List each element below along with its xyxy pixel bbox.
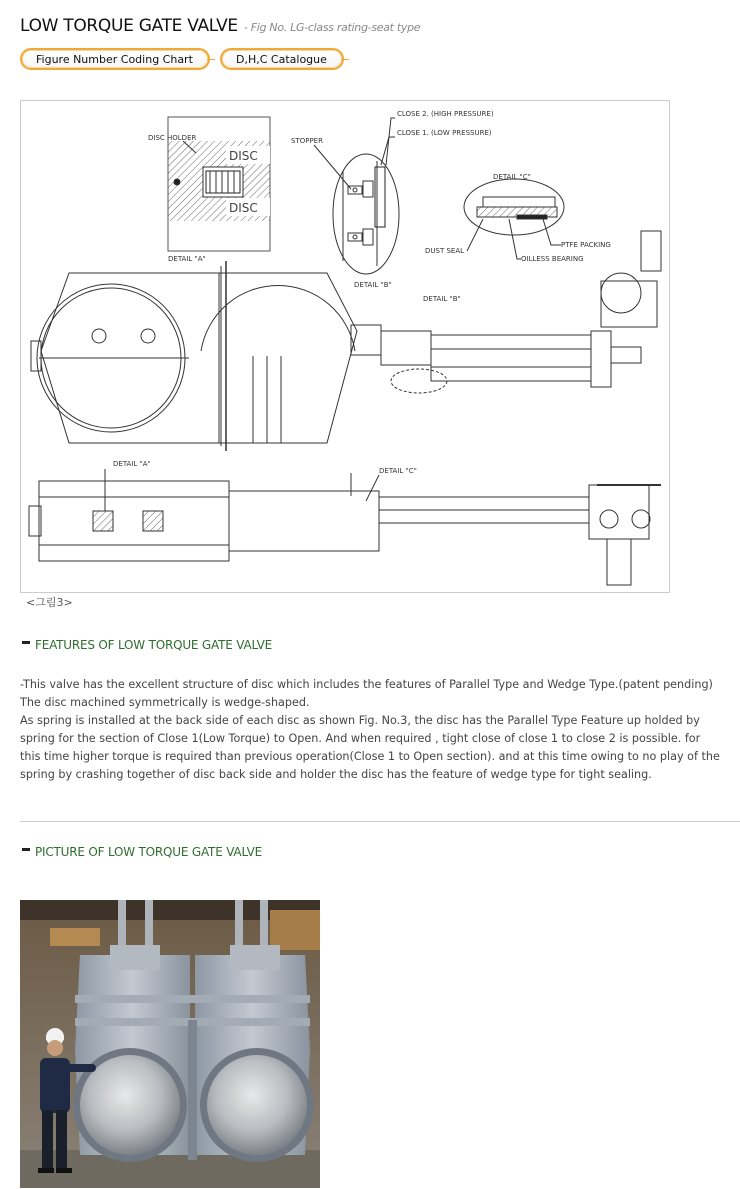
- top-detail-a-label: DETAIL "A": [113, 460, 151, 468]
- divider: [20, 821, 740, 822]
- disc-holder-label: DISC HOLDER: [148, 134, 197, 142]
- detail-b: [291, 110, 494, 289]
- features-line: spring for the section of Close 1(Low Torque) to Open. And when required , tight close of close 1 to close 2 is possible. for: [20, 732, 701, 745]
- valve-photo: [20, 900, 320, 1188]
- disc-label-top: DISC: [229, 149, 258, 163]
- heading-marker: [22, 641, 30, 644]
- features-line: this time higher torque is required than previous operation(Close 1 to Open section). and at this time owing to no play of the: [20, 750, 720, 763]
- disc-label-bottom: DISC: [229, 201, 258, 215]
- detail-c: [425, 173, 611, 263]
- valve-front-view: [31, 231, 661, 451]
- features-line: The disc machined symmetrically is wedge-shaped.: [20, 696, 310, 709]
- close2-label: CLOSE 2. (HIGH PRESSURE): [397, 110, 494, 118]
- close1-label: CLOSE 1. (LOW PRESSURE): [397, 129, 492, 137]
- dust-seal-label: DUST SEAL: [425, 247, 465, 255]
- title-subtitle: - Fig No. LG-class rating-seat type: [243, 21, 421, 34]
- heading-marker: [22, 848, 30, 851]
- features-line: As spring is installed at the back side of each disc as shown Fig. No.3, the disc has the Parallel Type Feature up holded by: [20, 714, 700, 727]
- top-detail-c-label: DETAIL "C": [379, 467, 417, 475]
- technical-drawing: [20, 100, 670, 593]
- detail-a-label: DETAIL "A": [168, 255, 206, 263]
- oilless-bearing-label: OILLESS BEARING: [521, 255, 584, 263]
- dhc-catalogue-button[interactable]: D,H,C Catalogue: [220, 48, 344, 70]
- features-line: spring by crashing together of disc back side and holder the disc has the feature of wedge type for tight sealing.: [20, 768, 652, 781]
- features-paragraph: [20, 676, 738, 784]
- detail-a-box: [148, 117, 270, 263]
- features-line: -This valve has the excellent structure of disc which includes the features of Parallel Type and Wedge Type.(patent pending): [20, 678, 713, 691]
- title-text: LOW TORQUE GATE VALVE: [20, 16, 238, 36]
- features-heading: [22, 638, 272, 652]
- detail-b-pointer-label: DETAIL "B": [423, 295, 461, 303]
- picture-heading: [22, 845, 262, 859]
- page-title: [20, 16, 420, 36]
- stopper-label: STOPPER: [291, 137, 323, 145]
- picture-heading-text: PICTURE OF LOW TORQUE GATE VALVE: [35, 845, 262, 859]
- valve-top-view: [29, 460, 661, 585]
- detail-c-label: DETAIL "C": [493, 173, 531, 181]
- features-heading-text: FEATURES OF LOW TORQUE GATE VALVE: [35, 638, 273, 652]
- detail-b-label: DETAIL "B": [354, 281, 392, 289]
- ptfe-packing-label: PTFE PACKING: [561, 241, 611, 249]
- figure-number-coding-chart-button[interactable]: Figure Number Coding Chart: [20, 48, 210, 70]
- figure-caption: <그림3>: [26, 596, 73, 609]
